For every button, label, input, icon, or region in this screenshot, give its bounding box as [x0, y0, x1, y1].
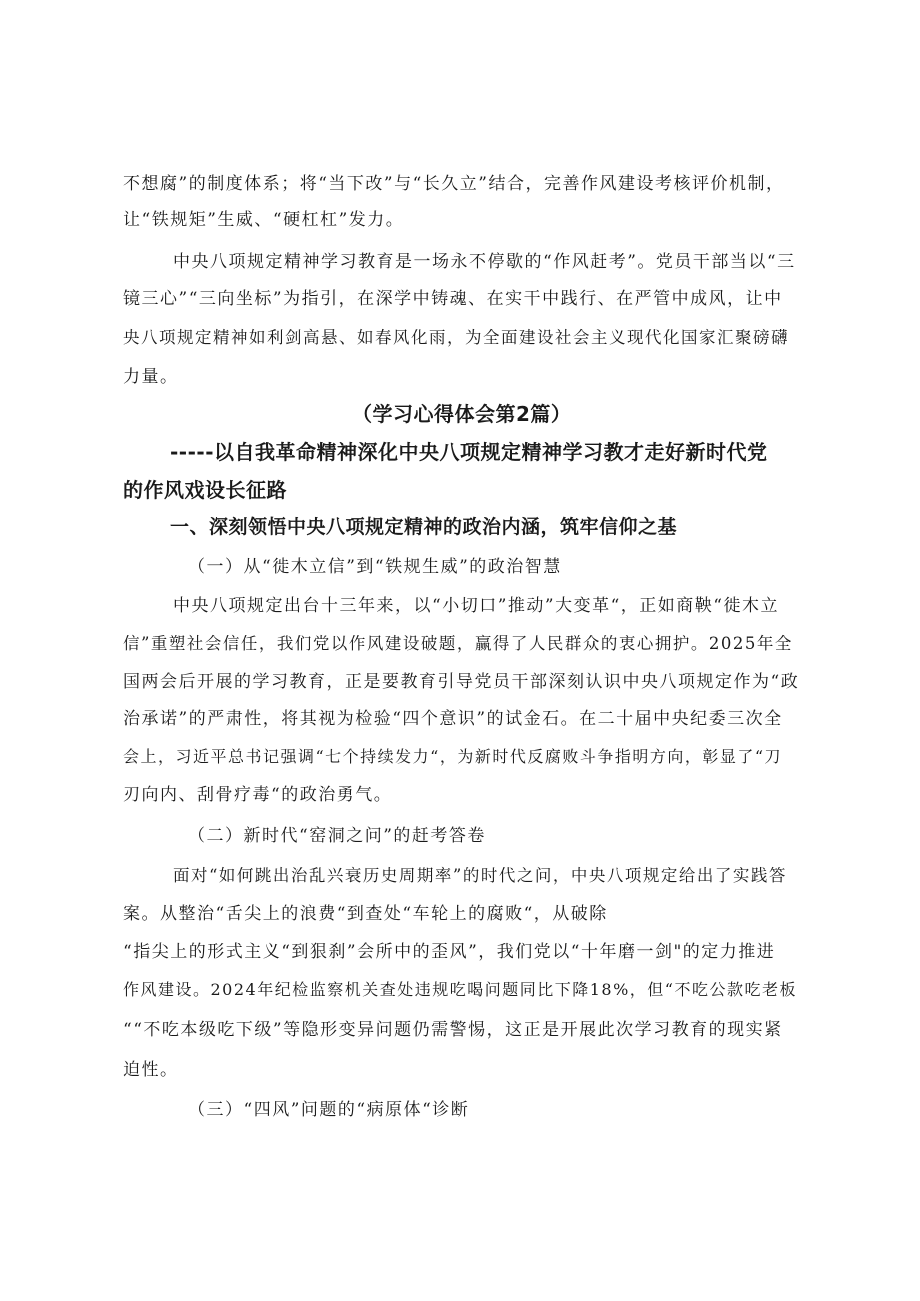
text-line: 央八项规定精神如利剑高悬、如春风化雨，为全面建设社会主义现代化国家汇聚磅礴: [123, 328, 789, 347]
text-line: 迫性。: [123, 1060, 179, 1080]
text-line: 信”重塑社会信任，我们党以作风建设破题，赢得了人民群众的衷心拥护。2025年全: [123, 634, 793, 653]
text-line: 刃向内、刮骨疗毒“的政治勇气。: [123, 785, 393, 805]
text-line: 镜三心”“三向坐标”为指引，在深学中铸魂、在实干中践行、在严管中成风，让中: [123, 289, 783, 309]
text-line: 案。从整治“舌尖上的浪费“到查处“车轮上的腐败“，从破除: [123, 904, 608, 924]
text-line: 治承诺”的严肃性，将其视为检验“四个意识”的试金石。在二十届中央纪委三次全: [123, 709, 783, 729]
text-line: 中央八项规定精神学习教育是一场永不停歇的“作风赶考”。党员干部当以“三: [173, 252, 796, 272]
text-line: ““不吃本级吃下级”等隐形变异问题仍需警惕，这正是开展此次学习教育的现实紧: [123, 1020, 783, 1040]
text-line: 让“铁规矩”生威、“硬杠杠”发力。: [123, 210, 405, 230]
text-line: 中央八项规定出台十三年来，以“小切口”推动”大变革“，正如商鞅“徙木立: [173, 596, 779, 616]
article-subtitle: 的作风戏设长征路: [123, 478, 287, 502]
text-line: 不想腐”的制度体系；将“当下改”与“长久立”结合，完善作风建设考核评价机制，: [123, 174, 785, 194]
text-line: “指尖上的形式主义“到狠刹”会所中的歪风”，我们党以“十年磨一剑"的定力推进: [123, 942, 776, 962]
text-line: 作风建设。2024年纪检监察机关查处违规吃喝问题同比下降18%，但“不吃公款吃老板: [123, 980, 797, 999]
article-subtitle: -----以自我革命精神深化中央八项规定精神学习教才走好新时代党: [170, 440, 768, 464]
text-line: 力量。: [123, 367, 179, 387]
article-title: （学习心得体会第2篇）: [352, 402, 572, 426]
section-heading: 一、深刻领悟中央八项规定精神的政治内涵，筑牢信仰之基: [170, 516, 678, 538]
text-line: 面对“如何跳出治乱兴衰历史周期率”的时代之问，中央八项规定给出了实践答: [173, 866, 787, 885]
text-line: 国两会后开展的学习教育，正是要教育引导党员干部深刻认识中央八项规定作为“政: [123, 672, 800, 692]
subsection-heading: （一）从“徙木立信”到“铁规生威”的政治智慧: [188, 557, 562, 577]
subsection-heading: （二）新时代“窑洞之问”的赶考答卷: [188, 826, 486, 846]
subsection-heading: （三）“四风”问题的“病原体“诊断: [188, 1100, 470, 1120]
text-line: 会上，习近平总书记强调“七个持续发力“，为新时代反腐败斗争指明方向，彰显了“刀: [123, 747, 783, 766]
